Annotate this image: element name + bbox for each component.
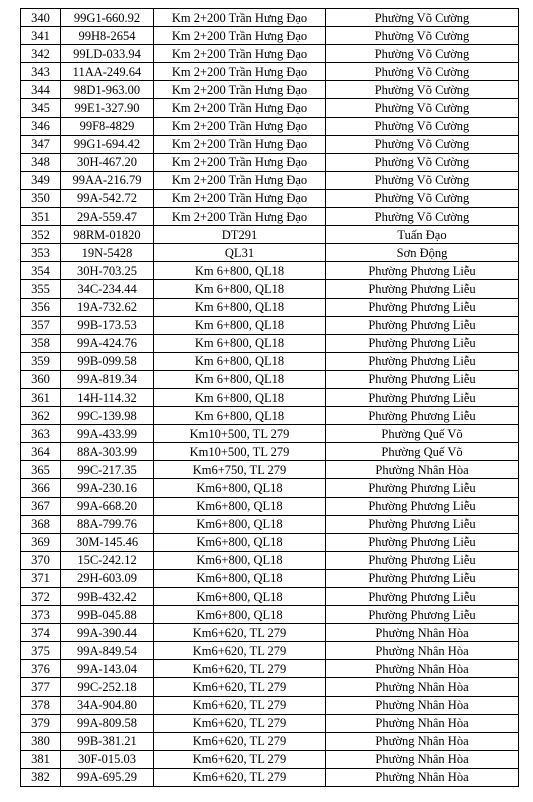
ward: Phường Phương Liễu xyxy=(326,606,519,624)
table-body xyxy=(21,9,519,787)
ward: Phường Phương Liễu xyxy=(326,569,519,587)
table-row xyxy=(21,298,519,316)
location: Km 2+200 Trần Hưng Đạo xyxy=(154,27,326,45)
row-number: 341 xyxy=(21,27,61,45)
table-row xyxy=(21,135,519,153)
row-number: 375 xyxy=(21,642,61,660)
plate-number: 11AA-249.64 xyxy=(61,63,154,81)
location: Km6+620, TL 279 xyxy=(154,624,326,642)
plate-number: 19A-732.62 xyxy=(61,298,154,316)
plate-number: 99LD-033.94 xyxy=(61,45,154,63)
row-number: 347 xyxy=(21,135,61,153)
table-row xyxy=(21,588,519,606)
location: Km6+620, TL 279 xyxy=(154,678,326,696)
location: DT291 xyxy=(154,226,326,244)
ward: Phường Phương Liễu xyxy=(326,479,519,497)
table-row xyxy=(21,370,519,388)
plate-number: 15C-242.12 xyxy=(61,551,154,569)
table-row xyxy=(21,750,519,768)
table-row xyxy=(21,334,519,352)
plate-number: 99A-819.34 xyxy=(61,370,154,388)
ward: Phường Nhân Hòa xyxy=(326,624,519,642)
plate-number: 99B-173.53 xyxy=(61,316,154,334)
plate-number: 99A-390.44 xyxy=(61,624,154,642)
ward: Phường Võ Cường xyxy=(326,208,519,226)
table-row xyxy=(21,352,519,370)
row-number: 364 xyxy=(21,443,61,461)
location: Km6+800, QL18 xyxy=(154,569,326,587)
ward: Phường Võ Cường xyxy=(326,9,519,27)
location: Km6+800, QL18 xyxy=(154,533,326,551)
table-row xyxy=(21,9,519,27)
table-row xyxy=(21,660,519,678)
violation-table xyxy=(20,8,519,787)
row-number: 358 xyxy=(21,334,61,352)
ward: Phường Võ Cường xyxy=(326,189,519,207)
row-number: 371 xyxy=(21,569,61,587)
row-number: 374 xyxy=(21,624,61,642)
plate-number: 29A-559.47 xyxy=(61,208,154,226)
row-number: 372 xyxy=(21,588,61,606)
table-row xyxy=(21,714,519,732)
ward: Phường Quế Võ xyxy=(326,425,519,443)
document-page xyxy=(20,8,519,787)
plate-number: 99A-849.54 xyxy=(61,642,154,660)
location: Km6+620, TL 279 xyxy=(154,732,326,750)
row-number: 355 xyxy=(21,280,61,298)
table-row xyxy=(21,678,519,696)
ward: Phường Nhân Hòa xyxy=(326,696,519,714)
ward: Phường Phương Liễu xyxy=(326,262,519,280)
table-row xyxy=(21,280,519,298)
row-number: 366 xyxy=(21,479,61,497)
location: QL31 xyxy=(154,244,326,262)
table-row xyxy=(21,99,519,117)
plate-number: 34A-904.80 xyxy=(61,696,154,714)
row-number: 379 xyxy=(21,714,61,732)
ward: Phường Phương Liễu xyxy=(326,515,519,533)
row-number: 369 xyxy=(21,533,61,551)
plate-number: 99C-139.98 xyxy=(61,407,154,425)
location: Km 2+200 Trần Hưng Đạo xyxy=(154,189,326,207)
ward: Phường Võ Cường xyxy=(326,99,519,117)
ward: Phường Nhân Hòa xyxy=(326,714,519,732)
plate-number: 98D1-963.00 xyxy=(61,81,154,99)
table-row xyxy=(21,117,519,135)
location: Km 6+800, QL18 xyxy=(154,352,326,370)
row-number: 351 xyxy=(21,208,61,226)
plate-number: 99B-381.21 xyxy=(61,732,154,750)
plate-number: 29H-603.09 xyxy=(61,569,154,587)
row-number: 365 xyxy=(21,461,61,479)
row-number: 381 xyxy=(21,750,61,768)
location: Km6+800, QL18 xyxy=(154,606,326,624)
plate-number: 99B-432.42 xyxy=(61,588,154,606)
row-number: 380 xyxy=(21,732,61,750)
location: Km6+620, TL 279 xyxy=(154,696,326,714)
ward: Phường Võ Cường xyxy=(326,153,519,171)
location: Km 2+200 Trần Hưng Đạo xyxy=(154,45,326,63)
ward: Phường Phương Liễu xyxy=(326,316,519,334)
table-row xyxy=(21,244,519,262)
plate-number: 99A-542.72 xyxy=(61,189,154,207)
plate-number: 99A-230.16 xyxy=(61,479,154,497)
plate-number: 99F8-4829 xyxy=(61,117,154,135)
location: Km 6+800, QL18 xyxy=(154,407,326,425)
table-row xyxy=(21,189,519,207)
table-row xyxy=(21,407,519,425)
plate-number: 34C-234.44 xyxy=(61,280,154,298)
ward: Phường Võ Cường xyxy=(326,63,519,81)
table-row xyxy=(21,81,519,99)
table-row xyxy=(21,226,519,244)
location: Km 2+200 Trần Hưng Đạo xyxy=(154,63,326,81)
row-number: 345 xyxy=(21,99,61,117)
location: Km 2+200 Trần Hưng Đạo xyxy=(154,81,326,99)
table-row xyxy=(21,497,519,515)
plate-number: 99A-424.76 xyxy=(61,334,154,352)
plate-number: 30H-467.20 xyxy=(61,153,154,171)
location: Km 2+200 Trần Hưng Đạo xyxy=(154,9,326,27)
ward: Phường Nhân Hòa xyxy=(326,678,519,696)
ward: Phường Phương Liễu xyxy=(326,551,519,569)
row-number: 343 xyxy=(21,63,61,81)
ward: Phường Nhân Hòa xyxy=(326,642,519,660)
row-number: 376 xyxy=(21,660,61,678)
table-row xyxy=(21,642,519,660)
row-number: 350 xyxy=(21,189,61,207)
plate-number: 99C-252.18 xyxy=(61,678,154,696)
row-number: 342 xyxy=(21,45,61,63)
location: Km 6+800, QL18 xyxy=(154,334,326,352)
table-row xyxy=(21,569,519,587)
row-number: 352 xyxy=(21,226,61,244)
plate-number: 99C-217.35 xyxy=(61,461,154,479)
row-number: 349 xyxy=(21,171,61,189)
plate-number: 99G1-660.92 xyxy=(61,9,154,27)
table-row xyxy=(21,316,519,334)
table-row xyxy=(21,45,519,63)
ward: Phường Nhân Hòa xyxy=(326,660,519,678)
location: Km6+800, QL18 xyxy=(154,479,326,497)
ward: Phường Phương Liễu xyxy=(326,533,519,551)
plate-number: 99A-809.58 xyxy=(61,714,154,732)
location: Km10+500, TL 279 xyxy=(154,425,326,443)
row-number: 360 xyxy=(21,370,61,388)
table-row xyxy=(21,425,519,443)
row-number: 361 xyxy=(21,388,61,406)
ward: Phường Phương Liễu xyxy=(326,334,519,352)
row-number: 373 xyxy=(21,606,61,624)
row-number: 354 xyxy=(21,262,61,280)
location: Km6+620, TL 279 xyxy=(154,714,326,732)
location: Km6+800, QL18 xyxy=(154,497,326,515)
ward: Phường Phương Liễu xyxy=(326,388,519,406)
ward: Phường Võ Cường xyxy=(326,171,519,189)
table-row xyxy=(21,208,519,226)
table-row xyxy=(21,732,519,750)
row-number: 346 xyxy=(21,117,61,135)
table-row xyxy=(21,388,519,406)
location: Km 2+200 Trần Hưng Đạo xyxy=(154,117,326,135)
plate-number: 99B-099.58 xyxy=(61,352,154,370)
row-number: 359 xyxy=(21,352,61,370)
plate-number: 99B-045.88 xyxy=(61,606,154,624)
location: Km 6+800, QL18 xyxy=(154,388,326,406)
row-number: 378 xyxy=(21,696,61,714)
table-row xyxy=(21,696,519,714)
row-number: 344 xyxy=(21,81,61,99)
ward: Phường Phương Liễu xyxy=(326,370,519,388)
row-number: 370 xyxy=(21,551,61,569)
plate-number: 88A-303.99 xyxy=(61,443,154,461)
ward: Phường Nhân Hòa xyxy=(326,732,519,750)
ward: Phường Nhân Hòa xyxy=(326,750,519,768)
location: Km 2+200 Trần Hưng Đạo xyxy=(154,171,326,189)
table-row xyxy=(21,171,519,189)
location: Km 6+800, QL18 xyxy=(154,316,326,334)
table-row xyxy=(21,515,519,533)
table-row xyxy=(21,533,519,551)
ward: Tuấn Đạo xyxy=(326,226,519,244)
location: Km 6+800, QL18 xyxy=(154,298,326,316)
table-row xyxy=(21,624,519,642)
location: Km6+750, TL 279 xyxy=(154,461,326,479)
row-number: 348 xyxy=(21,153,61,171)
row-number: 382 xyxy=(21,768,61,786)
plate-number: 88A-799.76 xyxy=(61,515,154,533)
row-number: 377 xyxy=(21,678,61,696)
ward: Phường Phương Liễu xyxy=(326,588,519,606)
ward: Phường Võ Cường xyxy=(326,45,519,63)
plate-number: 14H-114.32 xyxy=(61,388,154,406)
table-row xyxy=(21,479,519,497)
location: Km6+620, TL 279 xyxy=(154,750,326,768)
plate-number: 98RM-01820 xyxy=(61,226,154,244)
row-number: 367 xyxy=(21,497,61,515)
plate-number: 99E1-327.90 xyxy=(61,99,154,117)
location: Km6+800, QL18 xyxy=(154,551,326,569)
location: Km 2+200 Trần Hưng Đạo xyxy=(154,135,326,153)
ward: Phường Võ Cường xyxy=(326,135,519,153)
location: Km6+620, TL 279 xyxy=(154,660,326,678)
ward: Phường Võ Cường xyxy=(326,117,519,135)
table-row xyxy=(21,606,519,624)
location: Km10+500, TL 279 xyxy=(154,443,326,461)
table-row xyxy=(21,262,519,280)
location: Km 6+800, QL18 xyxy=(154,280,326,298)
location: Km 2+200 Trần Hưng Đạo xyxy=(154,153,326,171)
plate-number: 30M-145.46 xyxy=(61,533,154,551)
ward: Phường Phương Liễu xyxy=(326,352,519,370)
ward: Phường Võ Cường xyxy=(326,81,519,99)
table-row xyxy=(21,443,519,461)
location: Km6+620, TL 279 xyxy=(154,642,326,660)
plate-number: 99H8-2654 xyxy=(61,27,154,45)
plate-number: 19N-5428 xyxy=(61,244,154,262)
ward: Phường Võ Cường xyxy=(326,27,519,45)
row-number: 353 xyxy=(21,244,61,262)
plate-number: 99A-695.29 xyxy=(61,768,154,786)
table-row xyxy=(21,27,519,45)
plate-number: 99A-143.04 xyxy=(61,660,154,678)
table-row xyxy=(21,461,519,479)
ward: Phường Phương Liễu xyxy=(326,497,519,515)
ward: Sơn Động xyxy=(326,244,519,262)
location: Km 2+200 Trần Hưng Đạo xyxy=(154,208,326,226)
table-row xyxy=(21,551,519,569)
plate-number: 99A-433.99 xyxy=(61,425,154,443)
ward: Phường Phương Liễu xyxy=(326,280,519,298)
location: Km6+800, QL18 xyxy=(154,515,326,533)
location: Km6+620, TL 279 xyxy=(154,768,326,786)
plate-number: 99G1-694.42 xyxy=(61,135,154,153)
row-number: 362 xyxy=(21,407,61,425)
row-number: 368 xyxy=(21,515,61,533)
plate-number: 99A-668.20 xyxy=(61,497,154,515)
table-row xyxy=(21,153,519,171)
location: Km 2+200 Trần Hưng Đạo xyxy=(154,99,326,117)
ward: Phường Phương Liễu xyxy=(326,407,519,425)
plate-number: 99AA-216.79 xyxy=(61,171,154,189)
table-row xyxy=(21,63,519,81)
ward: Phường Nhân Hòa xyxy=(326,461,519,479)
location: Km6+800, QL18 xyxy=(154,588,326,606)
row-number: 363 xyxy=(21,425,61,443)
row-number: 340 xyxy=(21,9,61,27)
ward: Phường Nhân Hòa xyxy=(326,768,519,786)
plate-number: 30F-015.03 xyxy=(61,750,154,768)
row-number: 357 xyxy=(21,316,61,334)
ward: Phường Quế Võ xyxy=(326,443,519,461)
plate-number: 30H-703.25 xyxy=(61,262,154,280)
location: Km 6+800, QL18 xyxy=(154,370,326,388)
table-row xyxy=(21,768,519,786)
location: Km 6+800, QL18 xyxy=(154,262,326,280)
ward: Phường Phương Liễu xyxy=(326,298,519,316)
row-number: 356 xyxy=(21,298,61,316)
